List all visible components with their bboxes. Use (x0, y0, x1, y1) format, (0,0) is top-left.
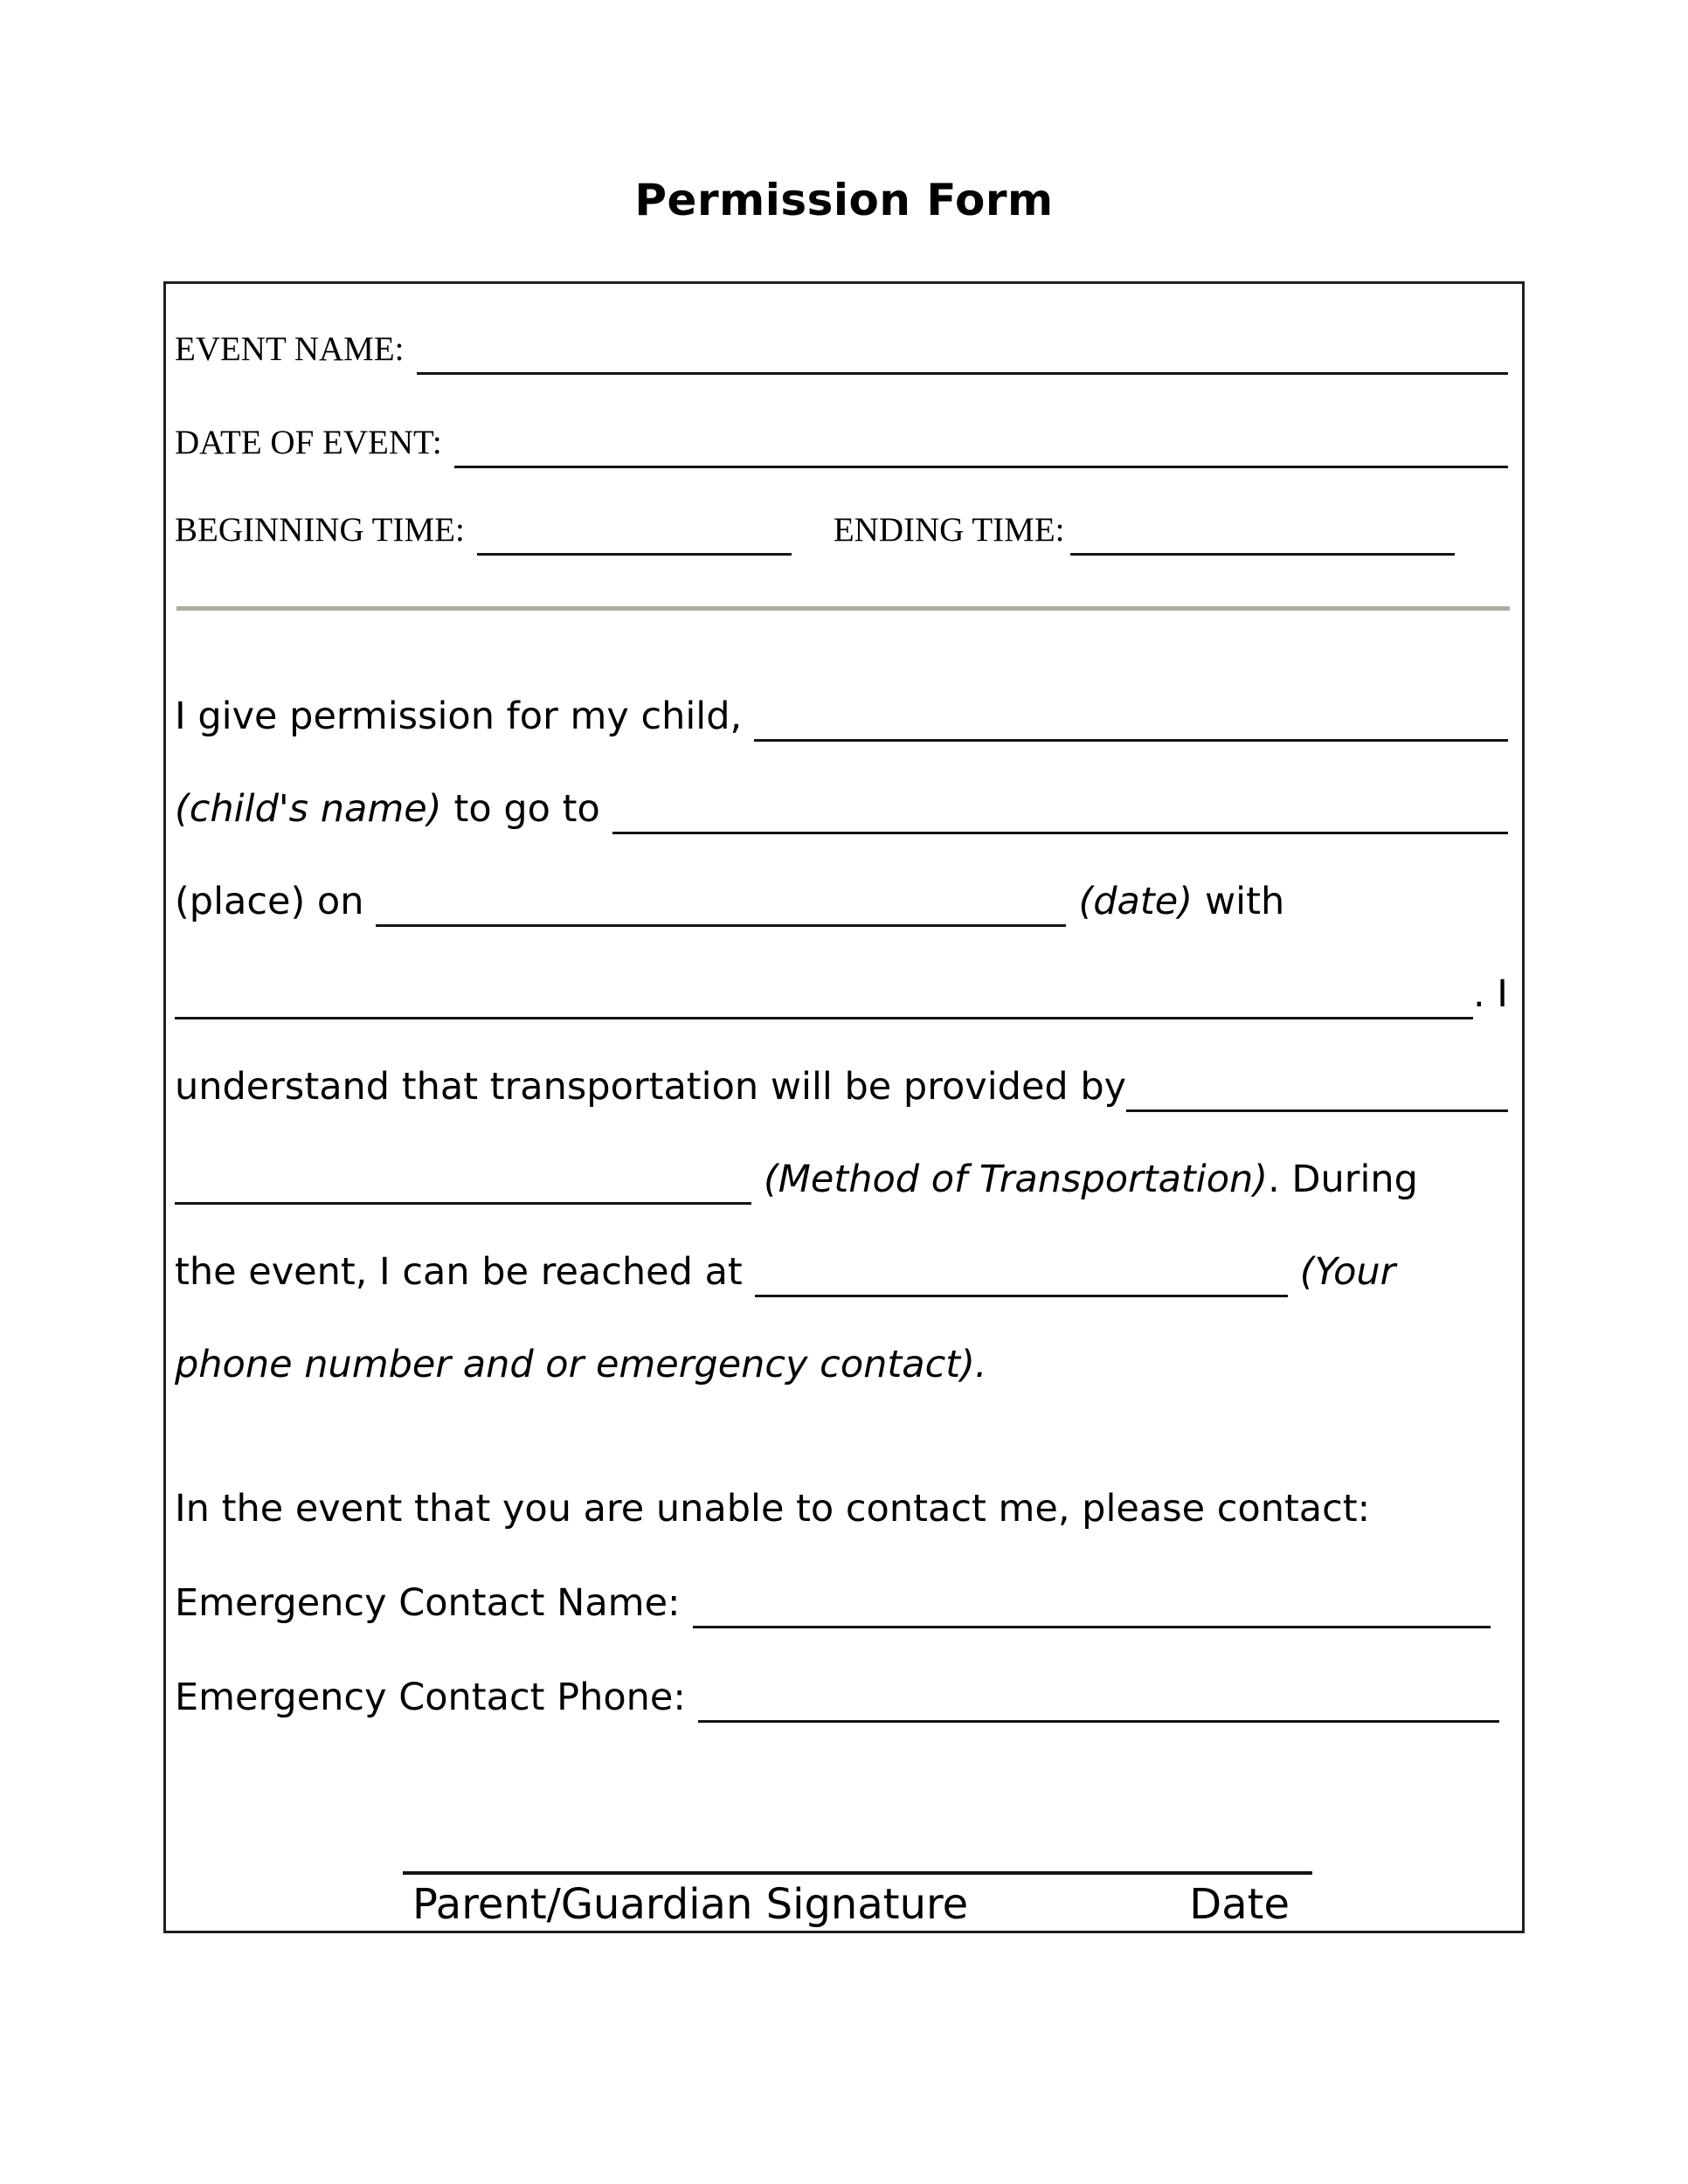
date-of-event-blank[interactable] (454, 420, 1508, 468)
date-of-event-row (175, 420, 1508, 468)
emergency-phone-row (175, 1675, 1508, 1723)
transport-method-blank[interactable] (175, 1157, 751, 1205)
statement-line-6 (175, 1157, 1508, 1205)
date-label: Date (1189, 1880, 1290, 1929)
statement-line2-text: to go to (453, 787, 600, 831)
emergency-intro-text: In the event that you are unable to contact me, please contact: (175, 1487, 1371, 1531)
transport-provider-blank[interactable] (1126, 1064, 1508, 1112)
phone-hint-start: (Your (1299, 1250, 1396, 1294)
beginning-time-blank[interactable] (477, 508, 792, 556)
signature-line[interactable] (403, 1871, 1312, 1875)
emergency-name-row (175, 1580, 1508, 1628)
statement-line3-text1: (place) on (175, 880, 364, 923)
date-blank[interactable] (376, 879, 1066, 927)
phone-blank[interactable] (755, 1249, 1288, 1297)
statement-line-4 (175, 971, 1508, 1019)
signature-label: Parent/Guardian Signature (412, 1880, 969, 1929)
phone-hint-end: phone number and or emergency contact). (175, 1343, 987, 1386)
child-name-hint: (child's name) (175, 787, 442, 831)
statement-line-3 (175, 879, 1508, 927)
emergency-name-blank[interactable] (693, 1580, 1491, 1628)
event-name-blank[interactable] (417, 327, 1508, 375)
child-name-blank[interactable] (754, 694, 1508, 742)
statement-line1-text: I give permission for my child, (175, 695, 743, 738)
place-blank[interactable] (612, 786, 1508, 834)
statement-line4-text: . I (1472, 972, 1508, 1016)
beginning-time-label: BEGINNING TIME: (175, 511, 465, 549)
emergency-phone-blank[interactable] (698, 1675, 1499, 1723)
statement-line7-text: the event, I can be reached at (175, 1250, 743, 1294)
statement-line-5 (175, 1064, 1508, 1112)
statement-line-8 (175, 1342, 1508, 1387)
statement-line6-text: . During (1268, 1158, 1418, 1201)
event-name-row (175, 327, 1508, 375)
emergency-intro-row (175, 1486, 1508, 1531)
emergency-phone-label: Emergency Contact Phone: (175, 1676, 686, 1719)
statement-line-1 (175, 694, 1508, 742)
emergency-name-label: Emergency Contact Name: (175, 1581, 681, 1625)
page-title: Permission Form (634, 175, 1054, 225)
statement-line5-text: understand that transportation will be provided by (175, 1065, 1127, 1109)
ending-time-label: ENDING TIME: (833, 511, 1065, 549)
companion-blank[interactable] (175, 971, 1473, 1019)
signature-labels-row (403, 1880, 1312, 1929)
time-row (175, 508, 1508, 556)
statement-line-7 (175, 1249, 1508, 1297)
section-divider (176, 606, 1510, 611)
statement-line-2 (175, 786, 1508, 834)
transport-method-hint: (Method of Transportation) (764, 1158, 1269, 1201)
statement-line3-text2: with (1205, 880, 1285, 923)
ending-time-blank[interactable] (1070, 508, 1455, 556)
date-hint: (date) (1078, 880, 1193, 923)
permission-form-box (163, 281, 1525, 1933)
event-name-label: EVENT NAME: (175, 330, 405, 368)
date-of-event-label: DATE OF EVENT: (175, 424, 442, 461)
